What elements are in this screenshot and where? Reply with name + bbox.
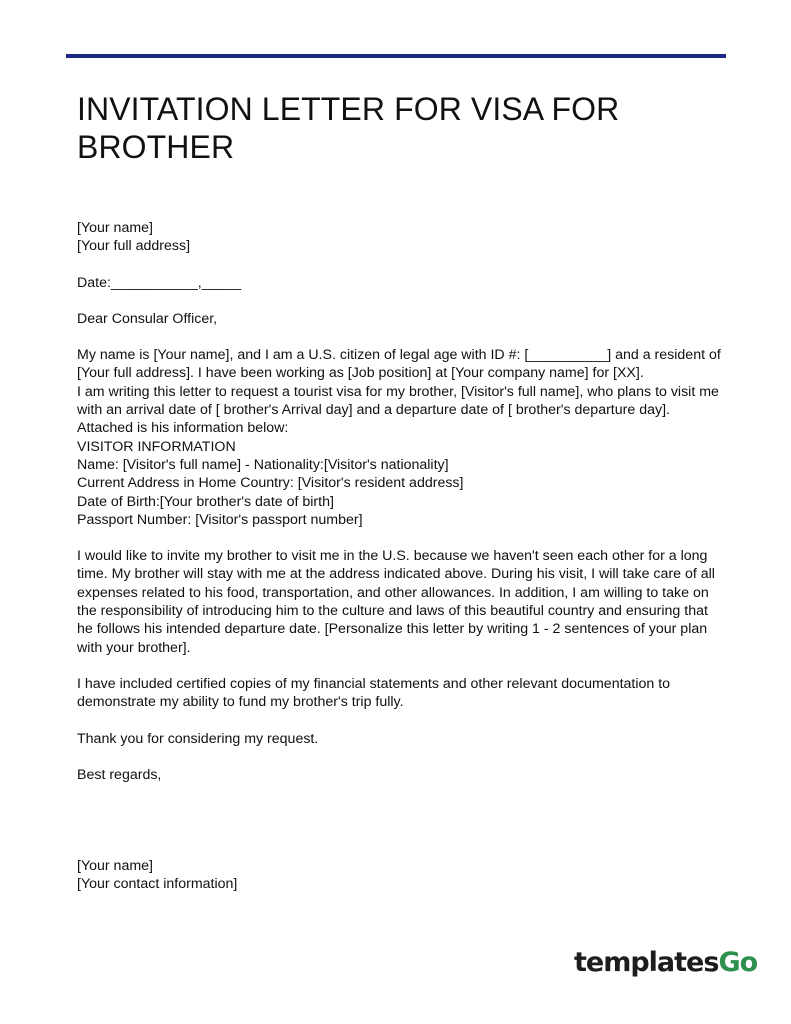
documents-paragraph: I have included certified copies of my financial statements and other relevant documentation to demonstrate my ability to fund my brother's trip fully. xyxy=(77,675,671,711)
header-rule xyxy=(66,54,726,58)
document-title: INVITATION LETTER FOR VISA FOR BROTHER xyxy=(77,91,620,165)
visitor-name-line: Name: [Visitor's full name] - Nationality:[Visitor's nationality] xyxy=(77,456,449,473)
visitor-info-heading: VISITOR INFORMATION xyxy=(77,438,236,455)
intro-paragraph: My name is [Your name], and I am a U.S. citizen of legal age with ID #: [__________] and a resident of [Your full address]. I have been working as [Job position] at [Your company name] for [XX]. xyxy=(77,347,721,382)
logo-text-go: Go xyxy=(718,947,758,978)
logo-text-templates: templates xyxy=(574,947,719,978)
signature-name: [Your name] xyxy=(77,858,153,875)
templatesgo-logo xyxy=(574,946,757,980)
salutation: Dear Consular Officer, xyxy=(77,310,218,327)
letter-body xyxy=(77,219,727,894)
closing: Best regards, xyxy=(77,766,162,783)
date-line: Date:___________,_____ xyxy=(77,274,242,291)
visitor-dob-line: Date of Birth:[Your brother's date of birth] xyxy=(77,493,334,510)
signature-contact: [Your contact information] xyxy=(77,876,238,893)
request-paragraph: I am writing this letter to request a tourist visa for my brother, [Visitor's full name], who plans to visit me with an arrival date of [ brother's Arrival day] and a departure date of [ brother's departure day]. Attached is his information below: xyxy=(77,383,719,437)
visitor-passport-line: Passport Number: [Visitor's passport number] xyxy=(77,511,363,528)
visitor-address-line: Current Address in Home Country: [Visitor's resident address] xyxy=(77,475,464,492)
sender-address: [Your full address] xyxy=(77,238,191,255)
body-paragraph: I would like to invite my brother to visit me in the U.S. because we haven't seen each other for a long time. My brother will stay with me at the address indicated above. During his visit, I will take care of all expenses related to his food, transportation, and other allowances. In addition, I am willing to take on the responsibility of introducing him to the culture and laws of this beautiful country and ensuring that he follows his intended departure date. [Personalize this letter by writing 1 - 2 sentences of your plan with your brother]. xyxy=(77,548,715,656)
thanks-line: Thank you for considering my request. xyxy=(77,730,319,747)
sender-name: [Your name] xyxy=(77,220,153,236)
